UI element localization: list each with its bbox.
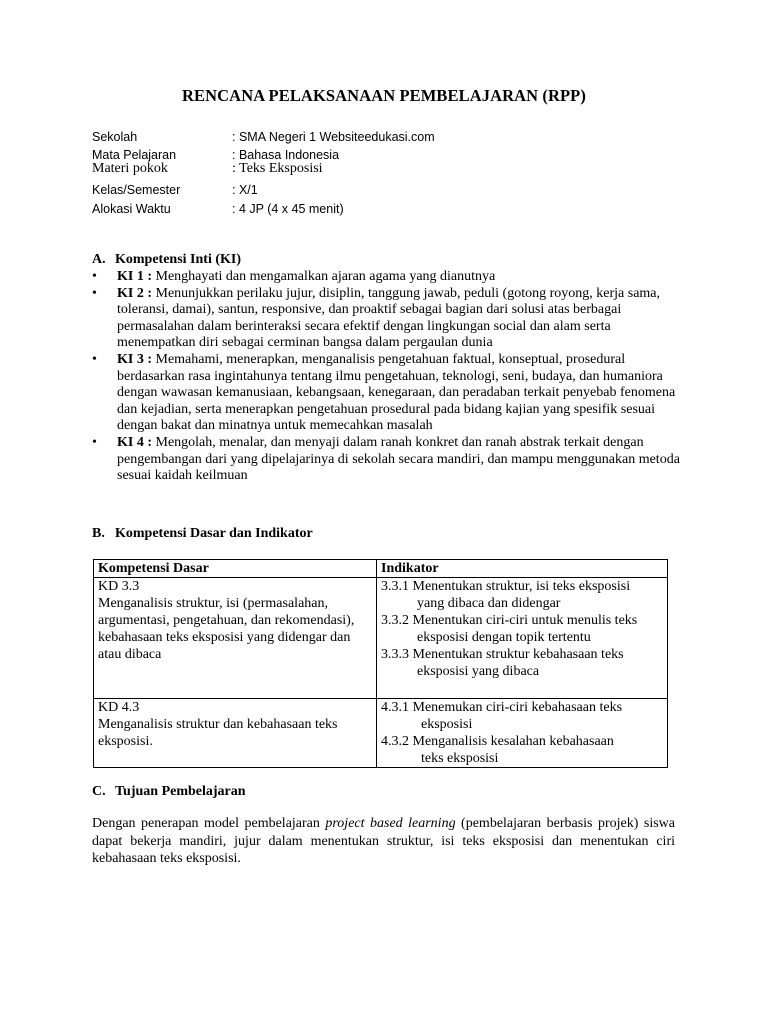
kd-code: KD 4.3 — [98, 700, 140, 715]
tujuan-paragraph — [92, 815, 675, 868]
ki-label: KI 4 : — [117, 434, 152, 450]
indicator-line-cont: eksposisi dengan topik tertentu — [417, 630, 591, 645]
info-row-alokasi-waktu — [92, 200, 692, 218]
bullet-icon: • — [92, 269, 97, 284]
section-kompetensi-dasar — [92, 525, 682, 543]
section-tujuan-pembelajaran — [92, 783, 682, 801]
ki-list — [92, 269, 682, 485]
identity-block — [92, 128, 692, 218]
section-letter: C. — [92, 784, 106, 799]
section-title: Kompetensi Inti (KI) — [115, 252, 241, 267]
info-row-sekolah — [92, 128, 692, 146]
kd-cell — [94, 699, 377, 768]
ki-item-2 — [92, 286, 682, 352]
indicator-line-cont: eksposisi — [421, 717, 473, 732]
kd-indicator-table — [93, 559, 668, 768]
bullet-icon: • — [92, 351, 97, 367]
info-value: : SMA Negeri 1 Websiteedukasi.com — [232, 130, 435, 144]
info-label: Sekolah — [92, 130, 138, 144]
bullet-icon: • — [92, 285, 97, 301]
para-italic-term: project based learning — [325, 816, 456, 831]
table-row — [94, 699, 668, 768]
indicator-line-cont: teks eksposisi — [421, 751, 499, 766]
table-header-indikator: Indikator — [377, 560, 668, 578]
para-text-after: (pembelajaran berbasis projek) siswa dapat bekerja mandiri, jujur dalam menentukan struktur, isi teks eksposisi dan menentukan ciri kebahasaan teks eksposisi. — [92, 816, 675, 866]
table-row — [94, 578, 668, 699]
para-text-before: Dengan penerapan model pembelajaran — [92, 816, 326, 831]
info-row-kelas-semester — [92, 181, 692, 199]
section-heading — [92, 251, 682, 269]
table-header-row — [94, 560, 668, 578]
section-kompetensi-inti — [92, 251, 682, 485]
info-value: : Teks Eksposisi — [232, 161, 323, 176]
section-title: Kompetensi Dasar dan Indikator — [115, 526, 313, 541]
ki-item-3 — [92, 352, 682, 435]
indicator-cell — [377, 699, 668, 768]
section-heading — [92, 783, 682, 801]
ki-text: Menunjukkan perilaku jujur, disiplin, tanggung jawab, peduli (gotong royong, kerja sama, toleransi, damai), santun, responsive, dan proaktif sebagai bagian dari solusi atas berbagai permasalahan dalam berinteraksi secara efektif dengan lingkungan social dan alam serta menempatkan diri sebagai cerminan bangsa dalam pergaulan dunia — [117, 285, 661, 351]
kd-text: Menganalisis struktur, isi (permasalahan, argumentasi, pengetahuan, dan rekomendasi), kebahasaan teks eksposisi yang didengar dan atau dibaca — [98, 596, 355, 662]
info-label: Kelas/Semester — [92, 183, 181, 197]
info-value: : Bahasa Indonesia — [232, 148, 340, 162]
ki-text: Mengolah, menalar, dan menyaji dalam ranah konkret dan ranah abstrak terkait dengan pengembangan dari yang dipelajarinya di sekolah secara mandiri, dan mampu menggunakan metoda sesuai kaidah keilmuan — [117, 434, 680, 484]
kd-code: KD 3.3 — [98, 579, 140, 594]
info-label: Alokasi Waktu — [92, 202, 171, 216]
info-value: : 4 JP (4 x 45 menit) — [232, 202, 344, 216]
section-letter: A. — [92, 252, 106, 267]
indicator-line: 3.3.3 Menentukan struktur kebahasaan teks — [381, 647, 624, 662]
ki-label: KI 3 : — [117, 351, 152, 367]
indicator-line-cont: yang dibaca dan didengar — [417, 596, 561, 611]
info-value: : X/1 — [232, 183, 258, 197]
info-label: Mata Pelajaran — [92, 148, 177, 162]
document-title: RENCANA PELAKSANAAN PEMBELAJARAN (RPP) — [182, 86, 586, 105]
section-heading — [92, 525, 682, 543]
ki-item-1 — [92, 269, 682, 286]
ki-item-4 — [92, 435, 682, 485]
table-header-kd: Kompetensi Dasar — [94, 560, 377, 578]
indicator-line: 3.3.2 Menentukan ciri-ciri untuk menulis teks — [381, 613, 638, 628]
indicator-line: 4.3.2 Menganalisis kesalahan kebahasaan — [381, 734, 614, 749]
kd-text: Menganalisis struktur dan kebahasaan teks eksposisi. — [98, 717, 338, 749]
info-label: Materi pokok — [92, 161, 168, 176]
ki-text: Menghayati dan mengamalkan ajaran agama yang dianutnya — [152, 269, 496, 284]
ki-label: KI 1 : — [117, 269, 152, 284]
indicator-line-cont: eksposisi yang dibaca — [417, 664, 540, 679]
indicator-line: 3.3.1 Menentukan struktur, isi teks eksposisi — [381, 579, 631, 594]
bullet-icon: • — [92, 434, 97, 450]
section-letter: B. — [92, 526, 105, 541]
indicator-line: 4.3.1 Menemukan ciri-ciri kebahasaan teks — [381, 700, 623, 715]
indicator-cell — [377, 578, 668, 699]
kd-cell — [94, 578, 377, 699]
ki-text: Memahami, menerapkan, menganalisis pengetahuan faktual, konseptual, prosedural berdasarkan rasa ingintahunya tentang ilmu pengetahuan, teknologi, seni, budaya, dan humaniora dengan wawasan kemanusiaan, kebangsaan, kenegaraan, dan peradaban terkait penyebab fenomena dan kejadian, serta menerapkan pengetahuan prosedural pada bidang kajian yang spesifik sesuai dengan bakat dan minatnya untuk memecahkan masalah — [117, 351, 676, 434]
ki-label: KI 2 : — [117, 285, 152, 301]
section-title: Tujuan Pembelajaran — [115, 784, 246, 799]
info-row-materi-pokok — [92, 160, 692, 178]
